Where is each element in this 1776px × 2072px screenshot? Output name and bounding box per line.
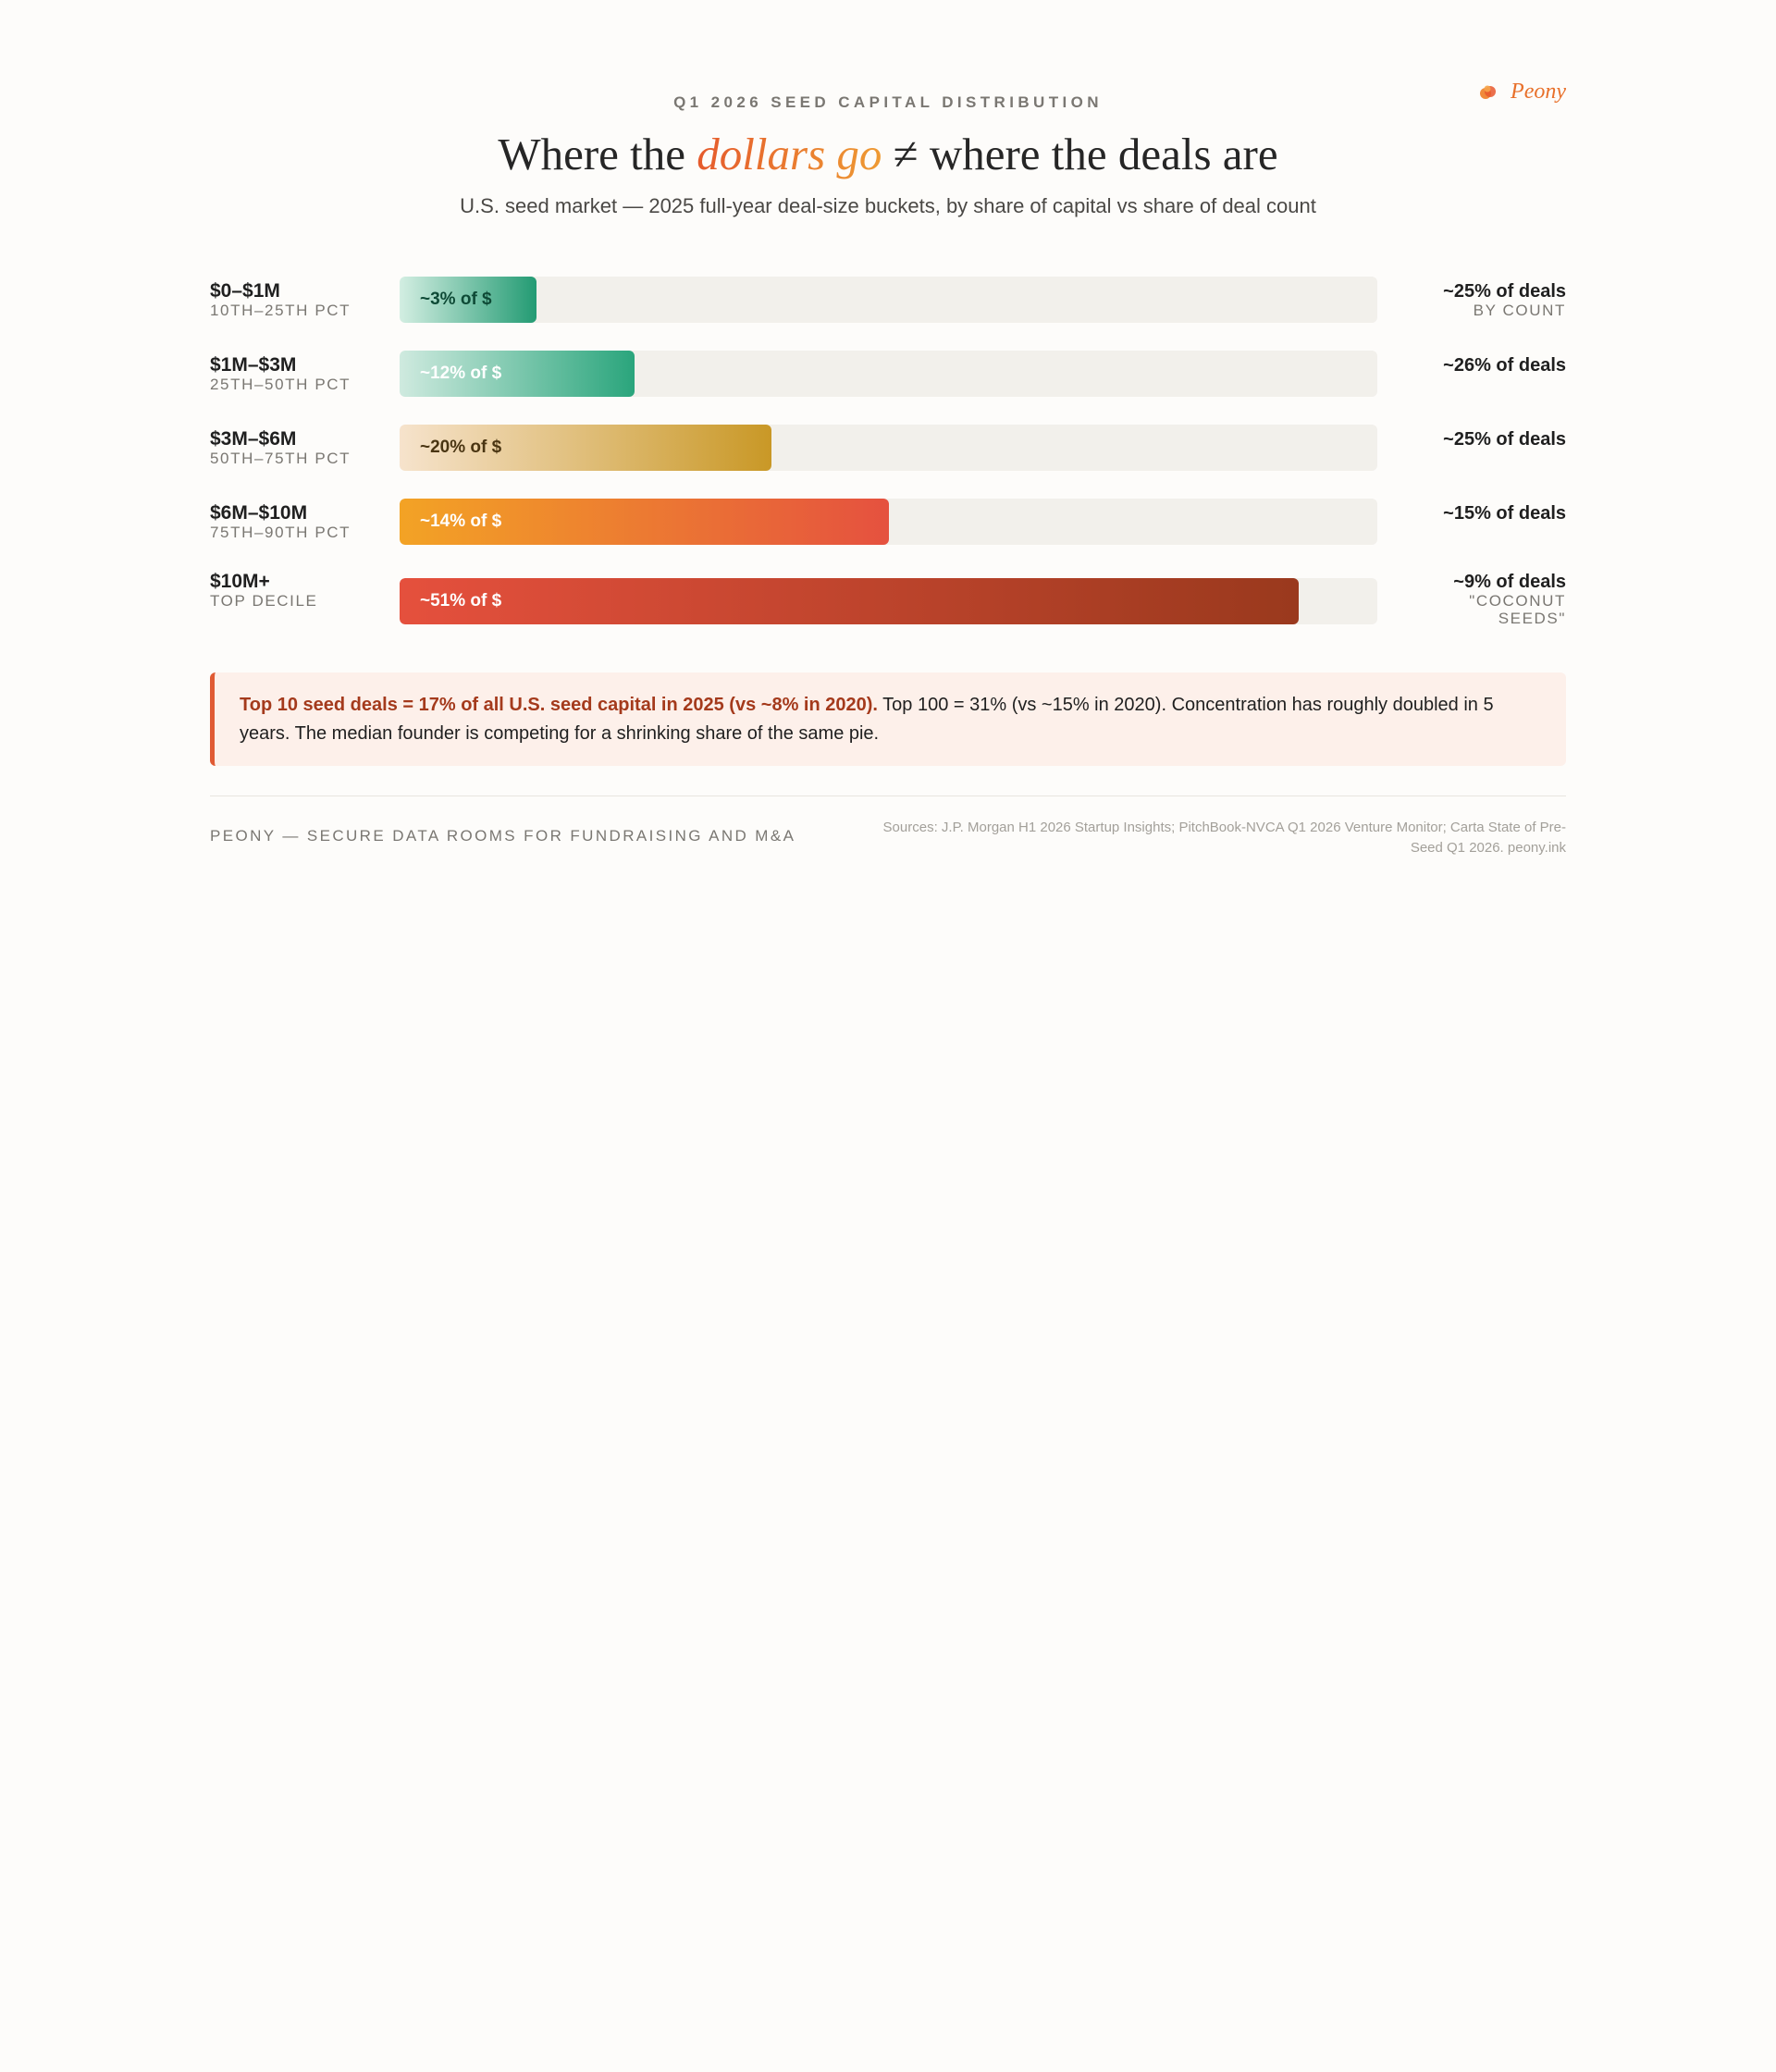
bar-value-label: ~14% of $	[420, 512, 502, 531]
bucket-percentile: TOP DECILE	[210, 592, 318, 610]
bucket-label	[210, 355, 351, 394]
bucket-label	[210, 503, 351, 542]
bucket-label	[210, 281, 351, 320]
title-suffix: ≠ where the deals are	[882, 129, 1278, 179]
bar-track	[400, 277, 1377, 323]
bucket-range: $6M–$10M	[210, 502, 308, 524]
title-accent: dollars go	[697, 129, 882, 179]
deal-share	[1443, 429, 1566, 450]
callout-highlight: Top 10 seed deals = 17% of all U.S. seed capital in 2025 (vs ~8% in 2020).	[240, 695, 878, 715]
deal-share	[1443, 355, 1566, 376]
title-prefix: Where the	[498, 129, 697, 179]
bar-track	[400, 351, 1377, 397]
footer-sources[interactable]: Sources: J.P. Morgan H1 2026 Startup Insights; PitchBook-NVCA Q1 2026 Venture Monitor; Carta State of Pre-Seed Q1 2026. peony.ink	[882, 820, 1566, 856]
bar-row	[210, 572, 1566, 651]
bucket-label	[210, 572, 317, 610]
bucket-range: $3M–$6M	[210, 428, 297, 450]
capital-share-bar[interactable]	[400, 578, 1299, 624]
deal-share-label: ~25% of deals	[1443, 429, 1566, 450]
deal-share	[1443, 503, 1566, 524]
bucket-percentile: 10TH–25TH PCT	[210, 302, 352, 319]
deal-share	[1446, 572, 1566, 627]
deal-share-label: ~25% of deals	[1443, 281, 1566, 302]
deal-share-label: ~15% of deals	[1443, 503, 1566, 524]
bar-value-label: ~51% of $	[420, 591, 502, 610]
capital-share-bar[interactable]	[400, 277, 536, 323]
bar-value-label: ~20% of $	[420, 438, 502, 457]
bar-track	[400, 499, 1377, 545]
deal-share-label: ~26% of deals	[1443, 355, 1566, 376]
bucket-percentile: 25TH–50TH PCT	[210, 376, 352, 393]
bucket-range: $10M+	[210, 571, 270, 592]
page-subtitle: U.S. seed market — 2025 full-year deal-size buckets, by share of capital vs share of deal count	[460, 194, 1316, 217]
bar-chart	[210, 276, 1566, 651]
bucket-range: $1M–$3M	[210, 354, 297, 376]
bucket-percentile: 75TH–90TH PCT	[210, 524, 352, 541]
insight-callout	[210, 672, 1566, 766]
brand-name: Peony	[1511, 80, 1566, 104]
page-title	[0, 128, 1776, 180]
capital-share-bar[interactable]	[400, 351, 635, 397]
deal-share	[1443, 281, 1566, 319]
bar-value-label: ~12% of $	[420, 364, 502, 383]
callout-text: Top 100 = 31% (vs ~15% in 2020). Concentration has roughly doubled in 5 years. The median founder is competing for a shrinking share of the same pie.	[240, 695, 1494, 744]
bar-row	[210, 498, 1566, 572]
bar-row	[210, 350, 1566, 424]
bar-track	[400, 425, 1377, 471]
bucket-label	[210, 429, 351, 468]
bar-row	[210, 424, 1566, 498]
deal-share-note: "COCONUT SEEDS"	[1469, 592, 1566, 627]
bar-row	[210, 276, 1566, 350]
capital-share-bar[interactable]	[400, 425, 771, 471]
bar-value-label: ~3% of $	[420, 290, 492, 309]
bucket-range: $0–$1M	[210, 280, 280, 302]
eyebrow-label: Q1 2026 SEED CAPITAL DISTRIBUTION	[673, 93, 1103, 111]
bucket-percentile: 50TH–75TH PCT	[210, 450, 352, 467]
footer-tagline: PEONY — SECURE DATA ROOMS FOR FUNDRAISING AND M&A	[210, 827, 796, 845]
capital-share-bar[interactable]	[400, 499, 889, 545]
deal-share-note: BY COUNT	[1473, 302, 1566, 319]
deal-share-label: ~9% of deals	[1453, 572, 1566, 592]
bar-track	[400, 578, 1377, 624]
